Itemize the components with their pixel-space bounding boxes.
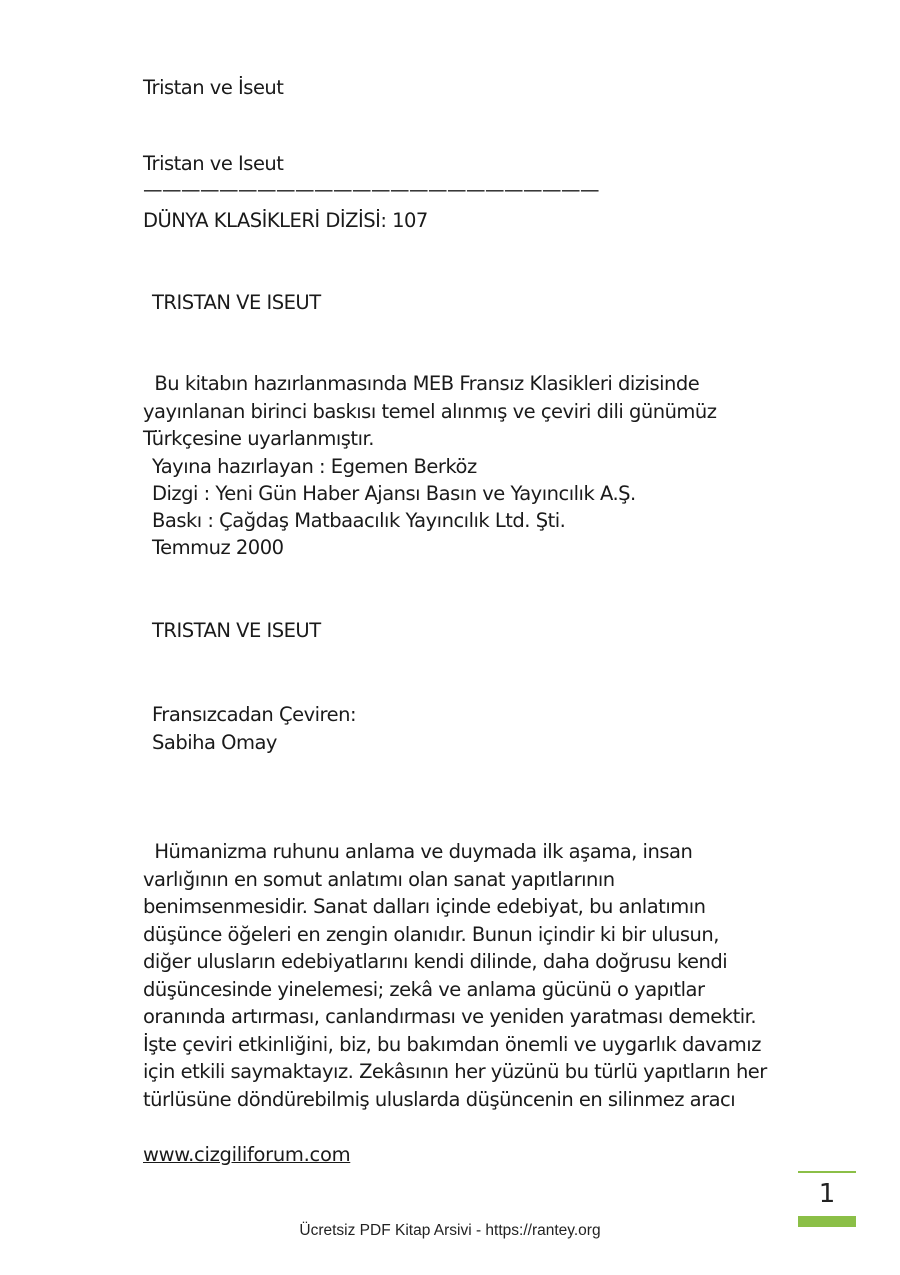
translator-name: Sabiha Omay bbox=[152, 731, 277, 754]
body-line: Hümanizma ruhunu anlama ve duymada ilk aşama, insan bbox=[143, 840, 693, 863]
heading-1: TRISTAN VE ISEUT bbox=[152, 291, 321, 314]
page-number: 1 bbox=[818, 1179, 836, 1209]
body-line: oranında artırması, canlandırması ve yeniden yaratması demektir. bbox=[143, 1005, 757, 1028]
forum-link[interactable]: www.cizgiliforum.com bbox=[143, 1143, 351, 1166]
page-number-box bbox=[798, 1171, 856, 1227]
typesetting-line: Dizgi : Yeni Gün Haber Ajansı Basın ve Yayıncılık A.Ş. bbox=[152, 482, 636, 505]
body-line: için etkili saymaktayız. Zekâsının her yüzünü bu türlü yapıtların her bbox=[143, 1060, 767, 1083]
page-number-top-rule bbox=[798, 1171, 856, 1173]
body-paragraph bbox=[143, 838, 783, 1113]
date-line: Temmuz 2000 bbox=[152, 536, 284, 559]
series-label: DÜNYA KLASİKLERİ DİZİSİ: 107 bbox=[143, 209, 428, 232]
body-line: benimsenmesidir. Sanat dalları içinde edebiyat, bu anlatımın bbox=[143, 895, 706, 918]
info-paragraph-line: Türkçesine uyarlanmıştır. bbox=[143, 427, 374, 450]
body-line: varlığının en somut anlatımı olan sanat yapıtlarının bbox=[143, 867, 615, 891]
body-line: düşünce öğeleri en zengin olanıdır. Bunun içindir ki bir ulusun, bbox=[143, 922, 719, 946]
title-rule: ———————————————————————— bbox=[143, 178, 599, 201]
info-paragraph-line: yayınlanan birinci baskısı temel alınmış ve çeviri dili günümüz bbox=[143, 399, 717, 423]
body-line: türlüsüne döndürebilmiş uluslarda düşüncenin en silinmez aracı bbox=[143, 1087, 736, 1111]
top-title: Tristan ve İseut bbox=[143, 76, 284, 99]
printing-line: Baskı : Çağdaş Matbaacılık Yayıncılık Ltd. Şti. bbox=[152, 509, 566, 532]
footer-text: Ücretsiz PDF Kitap Arsivi - https://rantey.org bbox=[299, 1222, 601, 1239]
editor-line: Yayına hazırlayan : Egemen Berköz bbox=[152, 455, 477, 478]
body-line: İşte çeviri etkinliğini, biz, bu bakımdan önemli ve uygarlık davamız bbox=[143, 1032, 761, 1056]
heading-2: TRISTAN VE ISEUT bbox=[152, 619, 321, 642]
body-line: düşüncesinde yinelemesi; zekâ ve anlama gücünü o yapıtlar bbox=[143, 977, 705, 1001]
info-paragraph bbox=[143, 370, 783, 453]
book-title: Tristan ve Iseut bbox=[143, 152, 284, 175]
body-line: diğer ulusların edebiyatlarını kendi dilinde, daha doğrusu kendi bbox=[143, 950, 728, 973]
translator-label: Fransızcadan Çeviren: bbox=[152, 703, 357, 726]
info-paragraph-line: Bu kitabın hazırlanmasında MEB Fransız Klasikleri dizisinde bbox=[143, 372, 700, 395]
